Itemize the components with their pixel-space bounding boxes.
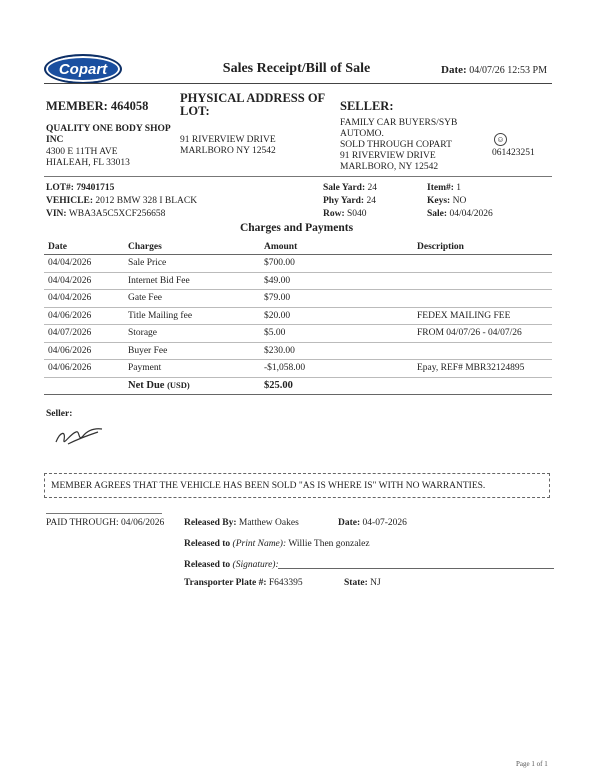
physical-address-line1: 91 RIVERVIEW DRIVE (180, 135, 276, 145)
seller-line4: 91 RIVERVIEW DRIVE (340, 151, 436, 161)
net-due-row (44, 377, 552, 395)
row-amount: $20.00 (260, 307, 413, 325)
member-address-line1: 4300 E 11TH AVE (46, 147, 118, 157)
physical-address-line2: MARLBORO NY 12542 (180, 146, 276, 156)
charges-heading: Charges and Payments (239, 222, 354, 234)
column-header-date: Date (44, 239, 124, 255)
vin-label: VIN: (46, 209, 67, 219)
phy-yard-label: Phy Yard: (323, 196, 365, 206)
released-by-label: Released By: (184, 518, 237, 528)
net-due-spacer (44, 377, 124, 395)
row-description (413, 272, 552, 290)
row-description (413, 290, 552, 308)
sale-date-value: 04/04/2026 (449, 209, 493, 219)
seller-line5: MARLBORO, NY 12542 (340, 162, 439, 172)
sale-yard-label: Sale Yard: (323, 183, 366, 193)
physical-heading-line1: PHYSICAL ADDRESS OF (180, 91, 326, 105)
net-due-value: $25.00 (260, 377, 413, 395)
row-label: Row: (323, 209, 345, 219)
row-date: 04/06/2026 (44, 360, 124, 378)
lot-label: LOT#: (46, 183, 74, 193)
logo-text: Copart (58, 60, 108, 78)
row-date: 04/04/2026 (44, 272, 124, 290)
row-charge: Internet Bid Fee (124, 272, 260, 290)
column-header-description: Description (413, 239, 552, 255)
released-to-sig-label: Released to (184, 560, 231, 570)
vehicle-label: VEHICLE: (46, 196, 93, 206)
row-description: FEDEX MAILING FEE (413, 307, 552, 325)
column-header-amount: Amount (260, 239, 413, 255)
row-date: 04/04/2026 (44, 290, 124, 308)
charges-table (44, 239, 552, 395)
row-amount: $79.00 (260, 290, 413, 308)
physical-heading-line2: LOT: (180, 104, 210, 118)
transporter-state (344, 578, 381, 588)
member-name-line1: QUALITY ONE BODY SHOP (46, 124, 171, 134)
header-divider (44, 83, 552, 84)
phy-yard (323, 195, 376, 208)
signature-line (278, 568, 554, 569)
header-date (441, 64, 547, 76)
row-charge: Gate Fee (124, 290, 260, 308)
released-to-print-label: Released to (184, 539, 231, 549)
transporter-label: Transporter Plate #: (184, 578, 267, 588)
page-title: Sales Receipt/Bill of Sale (222, 61, 371, 76)
release-date-value: 04-07-2026 (362, 518, 407, 528)
released-to-print (184, 539, 370, 549)
row (323, 208, 367, 221)
physical-address-heading (180, 92, 325, 118)
table-row (44, 255, 552, 273)
released-to-sig-hint: (Signature): (232, 560, 279, 570)
released-by-value: Matthew Oakes (238, 518, 299, 528)
released-to-print-value: Willie Then gonzalez (288, 539, 370, 549)
state-value: NJ (370, 578, 381, 588)
member-name-line2: INC (46, 135, 64, 145)
row-date: 04/06/2026 (44, 342, 124, 360)
seller-heading: SELLER: (340, 99, 394, 113)
row-amount: -$1,058.00 (260, 360, 413, 378)
row-date: 04/04/2026 (44, 255, 124, 273)
member-address-line2: HIALEAH, FL 33013 (46, 158, 130, 168)
smiley-icon: ☺ (494, 133, 507, 146)
seller-signature-label: Seller: (46, 409, 73, 419)
row-date: 04/06/2026 (44, 307, 124, 325)
row-description (413, 342, 552, 360)
phy-yard-value: 24 (366, 196, 376, 206)
release-date-label: Date: (338, 518, 361, 528)
column-header-charges: Charges (124, 239, 260, 255)
release-date (338, 518, 407, 528)
row-amount: $49.00 (260, 272, 413, 290)
keys-value: NO (452, 196, 467, 206)
vin-value: WBA3A5C5XCF256658 (68, 209, 166, 219)
row-description: Epay, REF# MBR32124895 (413, 360, 552, 378)
row-charge: Storage (124, 325, 260, 343)
row-date: 04/07/2026 (44, 325, 124, 343)
vehicle (46, 195, 197, 208)
lot-value: 79401715 (76, 183, 115, 193)
paid-through: PAID THROUGH: 04/06/2026 (46, 518, 165, 528)
released-by (184, 518, 299, 528)
table-row (44, 342, 552, 360)
sale-yard-value: 24 (367, 183, 378, 193)
seller-code: 061423251 (492, 148, 535, 158)
header-date-value: 04/07/26 12:53 PM (469, 65, 547, 76)
row-amount: $700.00 (260, 255, 413, 273)
item-value: 1 (456, 183, 462, 193)
row-charge: Payment (124, 360, 260, 378)
item-label: Item#: (427, 183, 454, 193)
vin (46, 208, 165, 221)
seller-line1: FAMILY CAR BUYERS/SYB (340, 118, 458, 128)
row-charge: Buyer Fee (124, 342, 260, 360)
state-label: State: (344, 578, 368, 588)
released-to-print-hint: (Print Name): (232, 539, 287, 549)
sale-date-label: Sale: (427, 209, 448, 219)
sale-yard (323, 182, 377, 195)
row-amount: $230.00 (260, 342, 413, 360)
transporter-value: F643395 (268, 578, 303, 588)
table-row (44, 272, 552, 290)
net-due-label (124, 377, 260, 395)
as-is-disclaimer: MEMBER AGREES THAT THE VEHICLE HAS BEEN SOLD "AS IS WHERE IS" WITH NO WARRANTIES. (44, 473, 550, 498)
table-row (44, 307, 552, 325)
charges-header-row (44, 239, 552, 255)
seller-line2: AUTOMO. (340, 129, 384, 139)
member-heading: MEMBER: 464058 (46, 99, 149, 113)
row-value: S040 (347, 209, 367, 219)
lot-number (46, 182, 114, 195)
row-amount: $5.00 (260, 325, 413, 343)
lot-divider (44, 176, 552, 177)
table-row (44, 360, 552, 378)
sale-date (427, 208, 493, 221)
row-description: FROM 04/07/26 - 04/07/26 (413, 325, 552, 343)
seller-signature (50, 420, 110, 450)
keys-label: Keys: (427, 196, 451, 206)
seller-line3: SOLD THROUGH COPART (340, 140, 452, 150)
table-row (44, 290, 552, 308)
header-date-label: Date: (441, 64, 467, 76)
net-due-currency: (USD) (167, 380, 190, 391)
vehicle-value: 2012 BMW 328 I BLACK (95, 196, 198, 206)
released-to-signature (184, 560, 279, 570)
net-due-empty (413, 377, 552, 395)
paid-through-rule (46, 513, 162, 514)
row-charge: Title Mailing fee (124, 307, 260, 325)
keys (427, 195, 466, 208)
item-number (427, 182, 461, 195)
transporter-plate (184, 578, 303, 588)
net-due-label-text: Net Due (128, 380, 165, 392)
row-charge: Sale Price (124, 255, 260, 273)
table-row (44, 325, 552, 343)
page-number: Page 1 of 1 (516, 760, 548, 768)
row-description (413, 255, 552, 273)
